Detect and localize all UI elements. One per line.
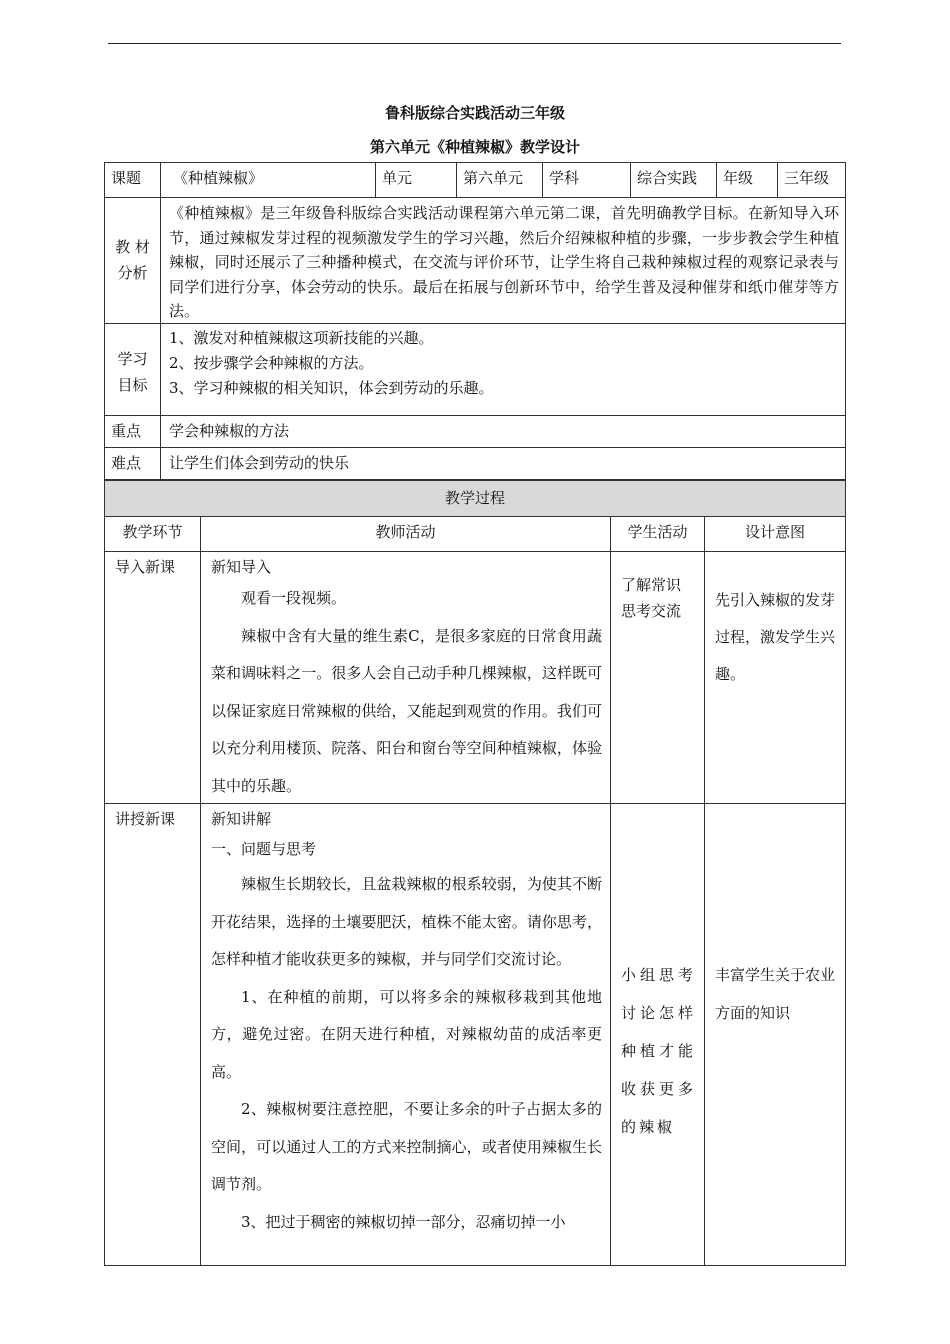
row1-teacher: 新知导入 观看一段视频。 辣椒中含有大量的维生素C，是很多家庭的日常食用蔬菜和调味料之一。很多人会自己动手种几棵辣椒，这样既可以保证家庭日常辣椒的供给，又能起到观赏的作用。我们可以充分利用楼顶、院落、阳台和窗台等空间种植辣椒，体验其中的乐趣。	[200, 551, 611, 804]
key-point-text: 学会种辣椒的方法	[160, 415, 846, 448]
objectives-label: 学习 目标	[104, 323, 161, 416]
unit-value: 第六单元	[456, 162, 543, 198]
row2-intent: 丰富学生关于农业方面的知识	[704, 803, 846, 1266]
process-title: 教学过程	[104, 480, 846, 517]
header-stage: 教学环节	[104, 516, 201, 552]
objectives-list	[160, 323, 846, 416]
unit-label: 单元	[375, 162, 457, 198]
objective-item: 1、激发对种植辣椒这项新技能的兴趣。	[169, 329, 434, 347]
analysis-text: 《种植辣椒》是三年级鲁科版综合实践活动课程第六单元第二课，首先明确教学目标。在新知导入环节，通过辣椒发芽过程的视频激发学生的学习兴趣，然后介绍辣椒种植的步骤，一步步教会学生种植辣椒，同时还展示了三种播种模式，在交流与评价环节，让学生将自己栽种辣椒过程的观察记录表与同学们进行分享，体会劳动的快乐。最后在拓展与创新环节中，给学生普及浸种催芽和纸巾催芽等方法。	[160, 197, 846, 324]
grade-value: 三年级	[777, 162, 846, 198]
header-intent: 设计意图	[704, 516, 846, 552]
row2-student: 小组思考讨论怎样种植才能收获更多的辣椒	[610, 803, 705, 1266]
document-subtitle: 第六单元《种植辣椒》教学设计	[369, 138, 580, 156]
analysis-label: 教 材 分析	[104, 197, 161, 324]
subject-value: 综合实践	[630, 162, 717, 198]
header-rule	[108, 43, 841, 44]
topic-value: 《种植辣椒》	[160, 162, 376, 198]
header-teacher: 教师活动	[200, 516, 611, 552]
document-title: 鲁科版综合实践活动三年级	[384, 104, 565, 122]
subject-label: 学科	[542, 162, 631, 198]
row2-teacher: 新知讲解 一、问题与思考 辣椒生长期较长，且盆栽辣椒的根系较弱，为使其不断开花结果，选择的土壤要肥沃，植株不能太密。请你思考，怎样种植才能收获更多的辣椒，并与同学们交流讨论。 1、在种植的前期，可以将多余的辣椒移栽到其他地方，避免过密。在阴天进行种植，对辣椒幼苗的成活率更高。 2、辣椒树要注意控肥，不要让多余的叶子占据太多的空间，可以通过人工的方式来控制摘心，或者使用辣椒生长调节剂。 3、把过于稠密的辣椒切掉一部分，忍痛切掉一小	[200, 803, 611, 1266]
difficulty-label: 难点	[104, 447, 161, 480]
topic-label: 课题	[104, 162, 161, 198]
objective-item: 3、学习种辣椒的相关知识，体会到劳动的乐趣。	[169, 379, 494, 397]
header-student: 学生活动	[610, 516, 705, 552]
row1-student: 了解常识 思考交流	[610, 551, 705, 804]
row1-intent: 先引入辣椒的发芽过程，激发学生兴趣。	[704, 551, 846, 804]
objective-item: 2、按步骤学会种辣椒的方法。	[169, 354, 374, 372]
difficulty-text: 让学生们体会到劳动的快乐	[160, 447, 846, 480]
key-point-label: 重点	[104, 415, 161, 448]
grade-label: 年级	[716, 162, 778, 198]
row2-stage: 讲授新课	[104, 803, 201, 1266]
row1-stage: 导入新课	[104, 551, 201, 804]
